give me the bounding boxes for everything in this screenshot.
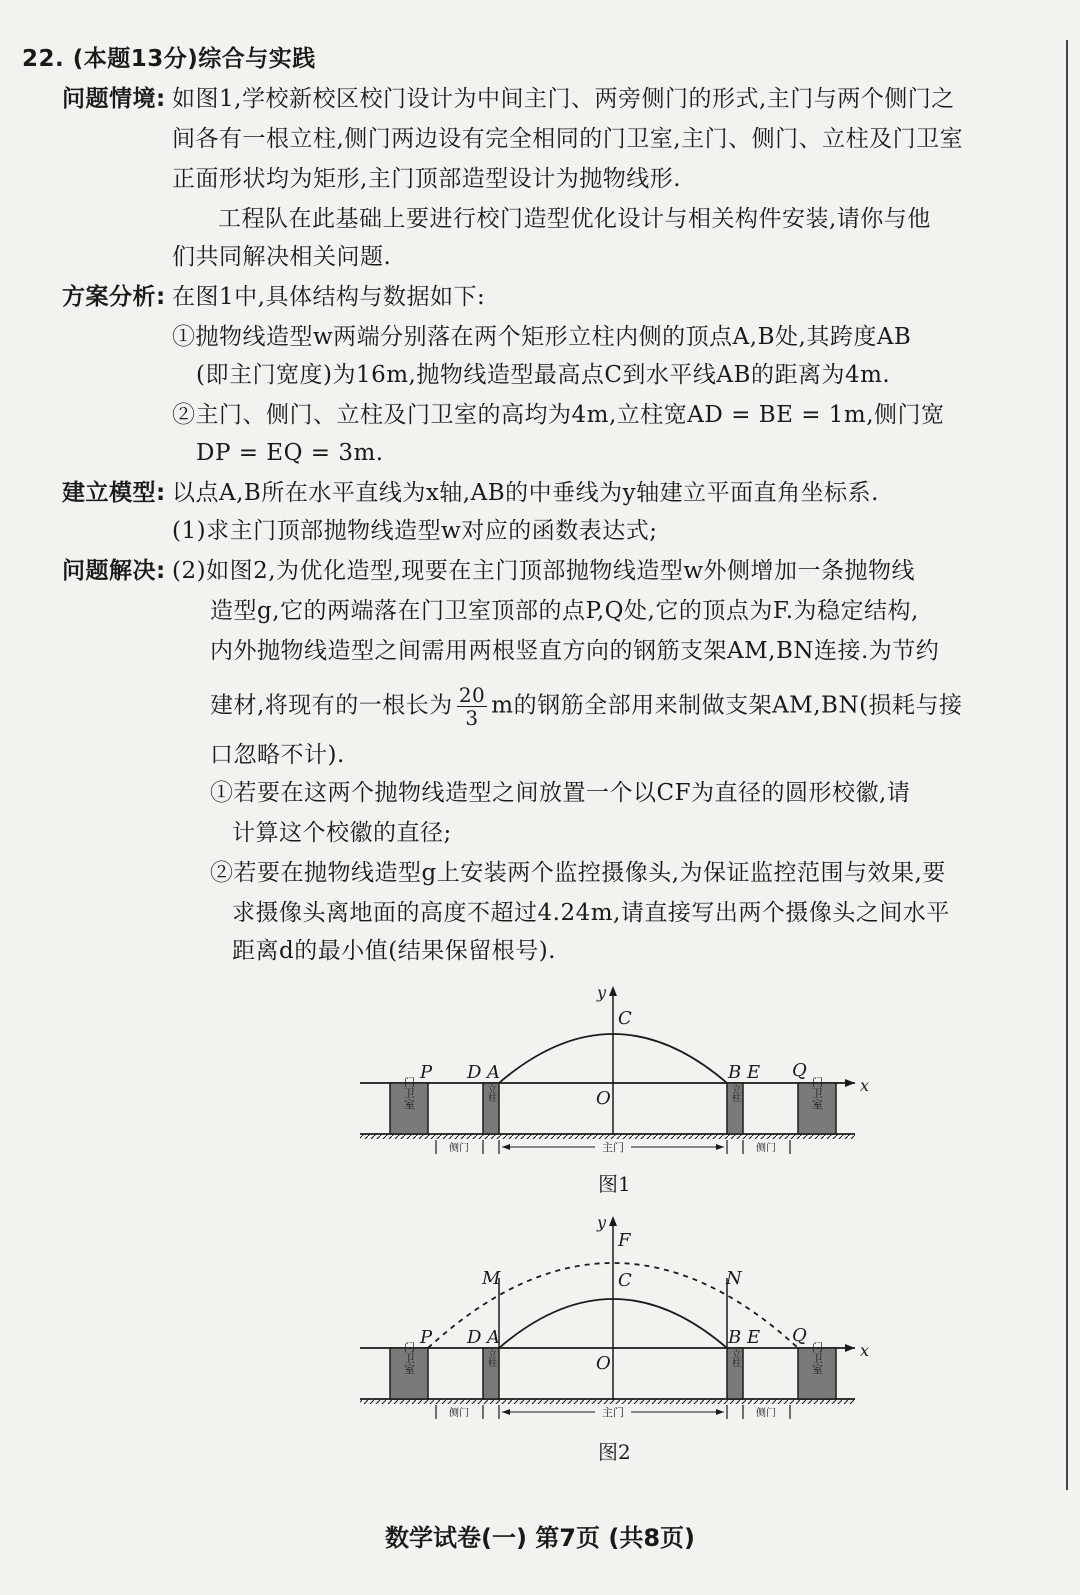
guardhouse-left-label: 门卫室: [402, 1341, 416, 1375]
label-y: y: [597, 983, 607, 1002]
figure-1: [350, 980, 890, 1170]
fraction: [457, 684, 487, 729]
arrowhead: [716, 1144, 724, 1150]
problem-title: 22. (本题13分)综合与实践: [22, 46, 316, 72]
label-y: y: [597, 1213, 607, 1232]
q1-line: 计算这个校徽的直径;: [232, 820, 452, 846]
material-post: m的钢筋全部用来制做支架AM,BN(损耗与接: [491, 692, 963, 719]
guardhouse-left-label: 门卫室: [402, 1076, 416, 1110]
analysis-line: (即主门宽度)为16m,抛物线造型最高点C到水平线AB的距离为4m.: [196, 362, 891, 388]
label-O: O: [596, 1088, 611, 1109]
model-line: (1)求主门顶部抛物线造型w对应的函数表达式;: [172, 518, 658, 544]
pillar-right-label: 立柱: [730, 1084, 740, 1102]
label-E: E: [747, 1327, 761, 1348]
label-x: x: [860, 1341, 870, 1360]
label-N: N: [726, 1268, 742, 1289]
side-gate-left-label: 侧门: [449, 1408, 469, 1419]
label-B: B: [728, 1062, 742, 1083]
side-gate-left-label: 侧门: [449, 1143, 469, 1154]
label-F: F: [618, 1230, 631, 1251]
guardhouse-right-label: 门卫室: [810, 1076, 824, 1110]
q2-line: 距离d的最小值(结果保留根号).: [232, 938, 556, 964]
context-line: 正面形状均为矩形,主门顶部造型设计为抛物线形.: [172, 166, 682, 192]
pillar-left-label: 立柱: [486, 1084, 496, 1102]
label-B: B: [728, 1327, 742, 1348]
context-line: 工程队在此基础上要进行校门造型优化设计与相关构件安装,请你与他: [218, 206, 931, 232]
solve-line: 造型g,它的两端落在门卫室顶部的点P,Q处,它的顶点为F.为稳定结构,: [210, 598, 919, 624]
label-D: D: [467, 1327, 482, 1348]
analysis-line: ②主门、侧门、立柱及门卫室的高均为4m,立柱宽AD = BE = 1m,侧门宽: [172, 402, 945, 428]
figure-2-caption: 图2: [598, 1440, 631, 1464]
solve-label: 问题解决:: [62, 558, 166, 584]
q2-line: 求摄像头离地面的高度不超过4.24m,请直接写出两个摄像头之间水平: [232, 900, 950, 926]
label-P: P: [420, 1062, 433, 1083]
y-axis-arrow: [609, 1216, 617, 1226]
side-gate-right-label: 侧门: [756, 1408, 776, 1419]
model-label: 建立模型:: [62, 480, 166, 506]
model-line: 以点A,B所在水平直线为x轴,AB的中垂线为y轴建立平面直角坐标系.: [172, 480, 879, 506]
label-Q: Q: [792, 1325, 807, 1346]
arrowhead: [716, 1409, 724, 1415]
context-label: 问题情境:: [62, 86, 166, 112]
x-axis-arrow: [845, 1344, 855, 1352]
figure-1-caption: 图1: [598, 1172, 631, 1196]
material-pre: 建材,将现有的一根长为: [210, 692, 453, 719]
arrowhead: [502, 1409, 510, 1415]
context-line: 如图1,学校新校区校门设计为中间主门、两旁侧门的形式,主门与两个侧门之: [172, 86, 955, 112]
side-gate-right-label: 侧门: [756, 1143, 776, 1154]
main-gate-label: 主门: [602, 1406, 624, 1419]
label-C: C: [618, 1270, 632, 1291]
arrowhead: [502, 1144, 510, 1150]
figure-2: [350, 1208, 890, 1428]
y-axis-arrow: [609, 986, 617, 996]
main-gate-label: 主门: [602, 1141, 624, 1154]
q1-line: ①若要在这两个抛物线造型之间放置一个以CF为直径的圆形校徽,请: [210, 780, 911, 806]
label-A: A: [487, 1062, 500, 1083]
label-D: D: [467, 1062, 482, 1083]
label-x: x: [860, 1076, 870, 1095]
fraction-numerator: 20: [458, 683, 486, 707]
margin-rule: [1066, 40, 1068, 1490]
material-end: 口忽略不计).: [210, 742, 345, 768]
solve-line: 内外抛物线造型之间需用两根竖直方向的钢筋支架AM,BN连接.为节约: [210, 638, 940, 664]
pillar-left-label: 立柱: [486, 1349, 496, 1367]
context-line: 间各有一根立柱,侧门两边设有完全相同的门卫室,主门、侧门、立柱及门卫室: [172, 126, 964, 152]
x-axis-arrow: [845, 1079, 855, 1087]
label-O: O: [596, 1353, 611, 1374]
label-E: E: [747, 1062, 761, 1083]
analysis-line: ①抛物线造型w两端分别落在两个矩形立柱内侧的顶点A,B处,其跨度AB: [172, 324, 912, 350]
analysis-label: 方案分析:: [62, 284, 166, 310]
label-M: M: [482, 1268, 501, 1289]
solve-line: (2)如图2,为优化造型,现要在主门顶部抛物线造型w外侧增加一条抛物线: [172, 558, 916, 584]
label-C: C: [618, 1008, 632, 1029]
analysis-intro: 在图1中,具体结构与数据如下:: [172, 284, 486, 310]
guardhouse-right-label: 门卫室: [810, 1341, 824, 1375]
q2-line: ②若要在抛物线造型g上安装两个监控摄像头,为保证监控范围与效果,要: [210, 860, 946, 886]
analysis-line: DP = EQ = 3m.: [196, 440, 384, 466]
label-P: P: [420, 1327, 433, 1348]
context-line: 们共同解决相关问题.: [172, 244, 392, 270]
pillar-right-label: 立柱: [730, 1349, 740, 1367]
page-footer: 数学试卷(一) 第7页 (共8页): [385, 1524, 695, 1552]
label-A: A: [487, 1327, 500, 1348]
label-Q: Q: [792, 1060, 807, 1081]
material-line: [210, 684, 963, 729]
fraction-denominator: 3: [465, 706, 479, 730]
